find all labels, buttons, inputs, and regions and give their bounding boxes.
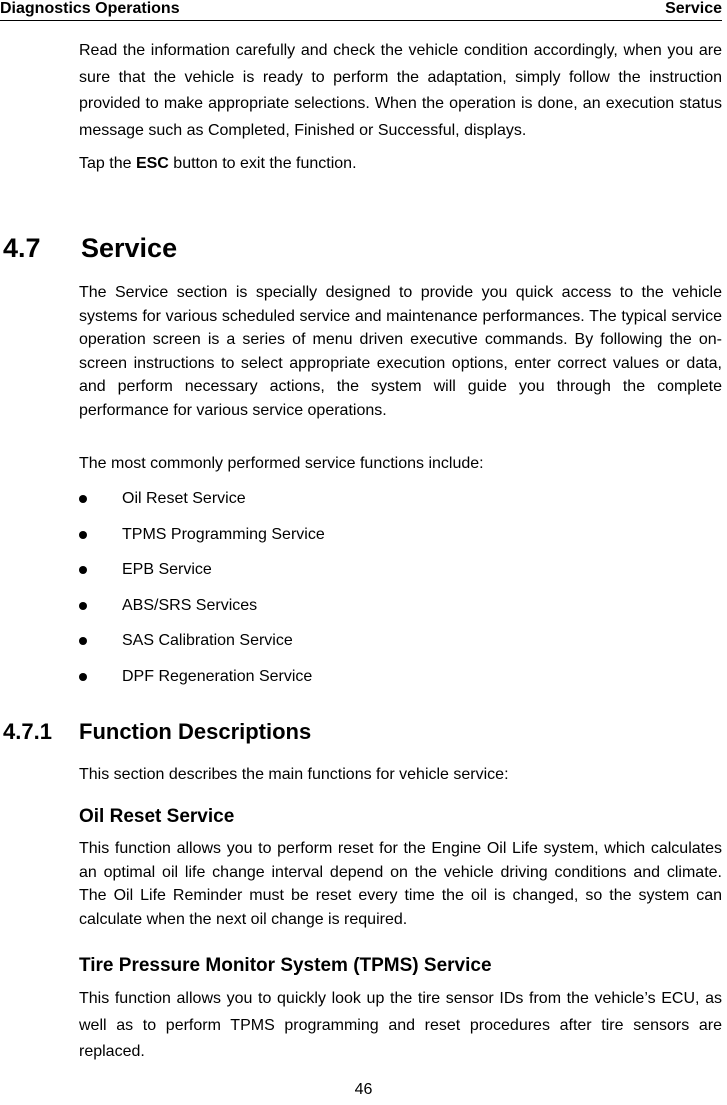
subsection-number: 4.7.1 (3, 719, 52, 744)
bullet-icon (79, 566, 87, 574)
subsection-heading (3, 718, 311, 746)
oil-reset-block (79, 805, 722, 931)
list-item-label: ABS/SRS Services (122, 596, 258, 614)
bullet-icon (79, 602, 87, 610)
intro-block (79, 38, 722, 175)
list-item-label: EPB Service (122, 561, 212, 578)
section-heading (3, 232, 177, 264)
common-functions-intro: The most commonly performed service functions include: (79, 455, 484, 472)
intro-paragraph: Read the information carefully and check the vehicle condition accordingly, when you are sure that the vehicle is ready to perform the adaptation, simply follow the instruction provided to make appropriate selections. When the operation is done, an execution status message such as Completed, Finished or Successful, displays. (79, 42, 722, 139)
oil-reset-heading: Oil Reset Service (79, 806, 235, 827)
bullet-icon (79, 495, 87, 503)
list-item-label: Oil Reset Service (122, 490, 246, 507)
service-paragraph: The Service section is specially designed to provide you quick access to the vehicle systems for various scheduled service and maintenance performances. The typical service operation screen is a series of menu driven executive commands. By following the on-screen instructions to select appropriate execution options, enter correct values or data, and perform necessary actions, the system will guide you through the complete performance for various service operations. (79, 284, 722, 419)
bullet-icon (79, 531, 87, 539)
bullet-icon (79, 637, 87, 645)
oil-reset-paragraph: This function allows you to perform reset for the Engine Oil Life system, which calculates an optimal oil life change interval depend on the vehicle driving conditions and climate. The Oil Life Reminder must be reset every time the oil is changed, so the system can calculate when the next oil change is required. (79, 840, 722, 928)
common-functions-intro-block (79, 453, 722, 475)
list-item (79, 666, 325, 702)
service-description-block (79, 281, 722, 422)
tpms-block (79, 954, 722, 1066)
subsection-intro-block (79, 764, 722, 786)
section-number: 4.7 (3, 233, 41, 263)
esc-prefix: Tap the (79, 155, 136, 172)
subsection-title: Function Descriptions (79, 719, 312, 744)
section-title: Service (81, 233, 178, 263)
subsection-intro: This section describes the main functions for vehicle service: (79, 766, 509, 783)
list-item (79, 559, 325, 595)
page-header (0, 0, 722, 21)
list-item-label: TPMS Programming Service (122, 525, 325, 543)
list-item (79, 488, 325, 524)
list-item (79, 524, 325, 560)
bullet-icon (79, 673, 87, 681)
esc-suffix: button to exit the function. (168, 155, 357, 172)
header-chapter-title: Diagnostics Operations (0, 0, 180, 17)
esc-instruction (79, 153, 722, 175)
service-functions-list (79, 488, 325, 701)
list-item (79, 595, 325, 631)
esc-keyword: ESC (135, 155, 169, 172)
tpms-heading: Tire Pressure Monitor System (TPMS) Service (79, 955, 492, 976)
list-item (79, 630, 325, 666)
header-section-title: Service (665, 0, 722, 17)
list-item-label: DPF Regeneration Service (122, 667, 313, 685)
list-item-label: SAS Calibration Service (122, 632, 293, 649)
page-number: 46 (354, 1081, 373, 1098)
tpms-paragraph: This function allows you to quickly look up the tire sensor IDs from the vehicle’s ECU, as well as to perform TPMS programming and reset procedures after tire sensors are replaced. (79, 990, 722, 1060)
